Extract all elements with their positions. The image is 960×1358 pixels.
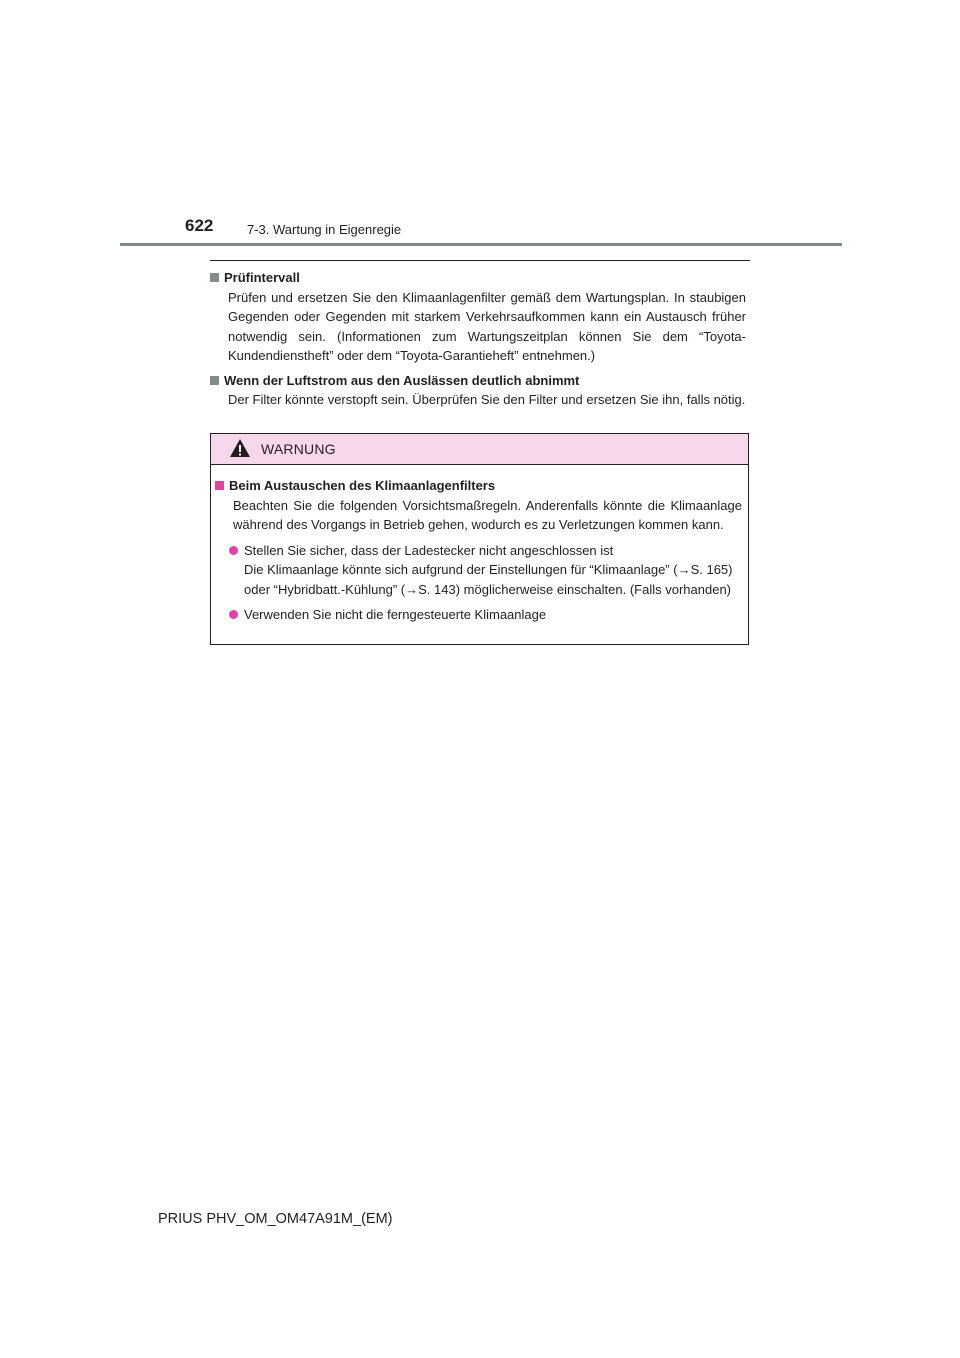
section-body: Der Filter könnte verstopft sein. Überprüfen Sie den Filter und ersetzen Sie ihn, falls nötig. (228, 392, 746, 407)
bullet-text: Die Klimaanlage könnte sich aufgrund der Einstellungen für “Klimaanlage” (→S. 165) oder “Hybridbatt.-Kühlung” (→S. 143) möglicherweise einschalten. (Falls vorhanden) (244, 562, 733, 597)
section-body: Prüfen und ersetzen Sie den Klimaanlagenfilter gemäß dem Wartungsplan. In staubigen Gegenden oder Gegenden mit starkem Verkehrsaufkommen kann ein Austausch früher notwendig sein. (Informationen zum Wartungszeitplan können Sie dem “Toyota-Kundendienstheft” oder dem “Toyota-Garantieheft” entnehmen.) (228, 289, 746, 363)
warning-heading-text: Beim Austauschen des Klimaanlagenfilters (229, 478, 496, 493)
section-title: 7-3. Wartung in Eigenregie (247, 222, 402, 237)
section-heading-text: Prüfintervall (224, 270, 300, 285)
magenta-dot-bullet-icon (229, 610, 238, 619)
page-number: 622 (185, 216, 214, 235)
bullet-title: Stellen Sie sicher, dass der Ladestecker nicht angeschlossen ist (244, 542, 614, 558)
section-heading-text: Wenn der Luftstrom aus den Auslässen deutlich abnimmt (224, 372, 580, 388)
section-luftstrom (210, 371, 746, 410)
content (210, 268, 746, 415)
warning-heading (215, 476, 742, 496)
warning-bullet (229, 605, 742, 625)
section-pruefintervall (210, 268, 746, 366)
section-heading (210, 268, 746, 288)
magenta-square-bullet-icon (215, 481, 224, 490)
warning-triangle-icon (229, 438, 251, 458)
footer-document-id: PRIUS PHV_OM_OM47A91M_(EM) (158, 1211, 393, 1227)
header-rule (120, 243, 842, 246)
gray-square-bullet-icon (210, 376, 219, 385)
bullet-content (244, 541, 742, 600)
content-top-rule (210, 260, 750, 261)
gray-square-bullet-icon (210, 273, 219, 282)
warning-box (210, 433, 749, 645)
bullet-content (244, 605, 742, 625)
warning-text: Beachten Sie die folgenden Vorsichtsmaßregeln. Anderenfalls könnte die Klimaanlage während des Vorgangs in Betrieb gehen, wodurch es zu Verletzungen kommen kann. (233, 497, 742, 532)
bullet-title: Verwenden Sie nicht die ferngesteuerte Klimaanlage (244, 607, 547, 622)
warning-bullet (229, 541, 742, 600)
warning-header (211, 434, 748, 465)
warning-body (211, 465, 748, 625)
warning-title: WARNUNG (261, 441, 336, 457)
magenta-dot-bullet-icon (229, 546, 238, 555)
section-heading (210, 371, 746, 391)
